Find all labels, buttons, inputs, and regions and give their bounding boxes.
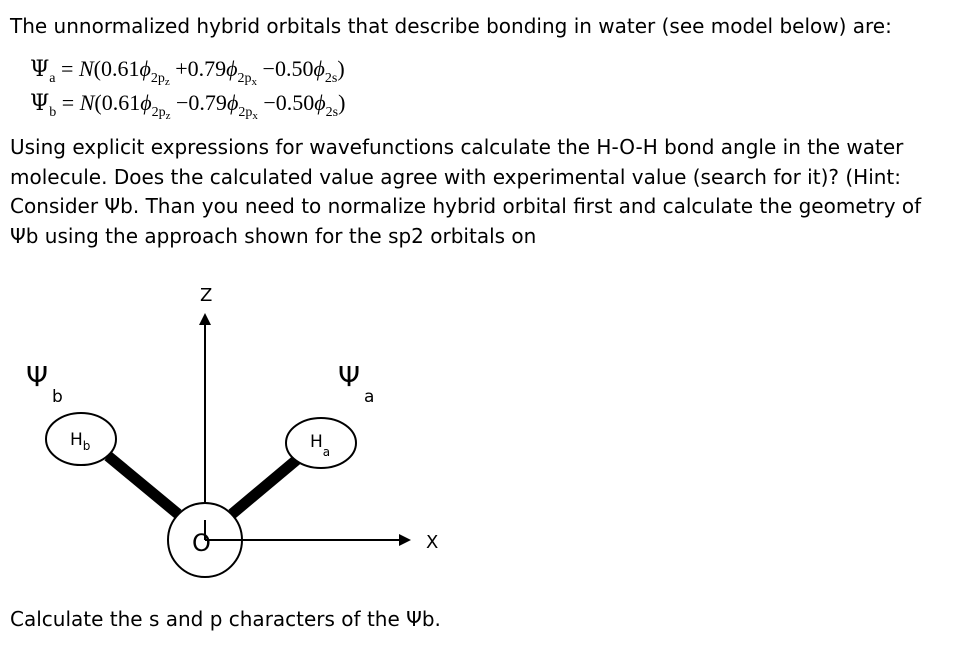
orbital-axis: x: [251, 76, 258, 88]
phi-symbol: ϕ: [139, 56, 151, 81]
phi-symbol: ϕ: [313, 56, 325, 81]
bond-b: [108, 456, 178, 514]
equals: =: [56, 90, 80, 115]
orbital-axis: z: [164, 76, 170, 88]
question-paragraph: Using explicit expressions for wavefunctions calculate the H-O-H bond angle in the water molecule. Does the calculated value agree with experimental value (search for it)? (Hint: Consider Ψb. Than you need to normalize hybrid orbital first and calculate the geometry of Ψb using the approach shown for the sp2 orbitals on: [10, 135, 922, 248]
psi-subscript: b: [49, 105, 57, 120]
coefficient-3: −0.50: [257, 90, 315, 115]
footer-question: Calculate the s and p characters of the Ψb.: [10, 607, 441, 631]
orbital-name: 2p: [238, 105, 253, 120]
orbital-name: 2p: [151, 105, 166, 120]
orbital-subscript: 2s: [325, 105, 339, 120]
z-axis-label: Z: [200, 285, 213, 306]
orbital-subscript: 2s: [324, 71, 338, 86]
intro-text: The unnormalized hybrid orbitals that describe bonding in water (see model below) are:: [10, 14, 892, 38]
normalization-constant: N: [78, 56, 94, 81]
orbital-axis: x: [252, 110, 258, 122]
close-paren: ): [337, 56, 345, 81]
phi-symbol: ϕ: [140, 90, 152, 115]
coefficient-2: +0.79: [169, 56, 227, 81]
phi-symbol: ϕ: [226, 90, 239, 115]
hydrogen-b-label: $H_b$: [70, 430, 91, 453]
normalization-constant: N: [79, 90, 95, 115]
coefficient-1: (0.61: [93, 56, 140, 81]
coefficient-2: −0.79: [170, 90, 227, 115]
psi-symbol: Ψ: [30, 91, 50, 116]
oxygen-label: O: [192, 529, 211, 557]
equals: =: [55, 56, 79, 81]
bond-a: [232, 457, 300, 514]
z-axis-arrowhead: [199, 313, 211, 325]
hydrogen-a-label: $H_a$: [310, 432, 331, 459]
coefficient-1: (0.61: [94, 90, 141, 115]
phi-symbol: ϕ: [226, 56, 238, 81]
coefficient-3: −0.50: [257, 56, 314, 81]
phi-symbol: ϕ: [314, 90, 326, 115]
psi-subscript: a: [49, 71, 56, 86]
orbital-name: 2p: [150, 71, 165, 86]
close-paren: ): [338, 90, 346, 115]
orbital-name: 2p: [237, 71, 252, 86]
psi-a-label: $\Psi_a$: [338, 360, 375, 407]
psi-symbol: Ψ: [30, 57, 50, 82]
orbital-axis: z: [165, 110, 171, 122]
x-axis-label: X: [426, 532, 439, 553]
psi-b-label: $\Psi_b$: [26, 360, 63, 407]
x-axis-arrowhead: [399, 534, 411, 546]
